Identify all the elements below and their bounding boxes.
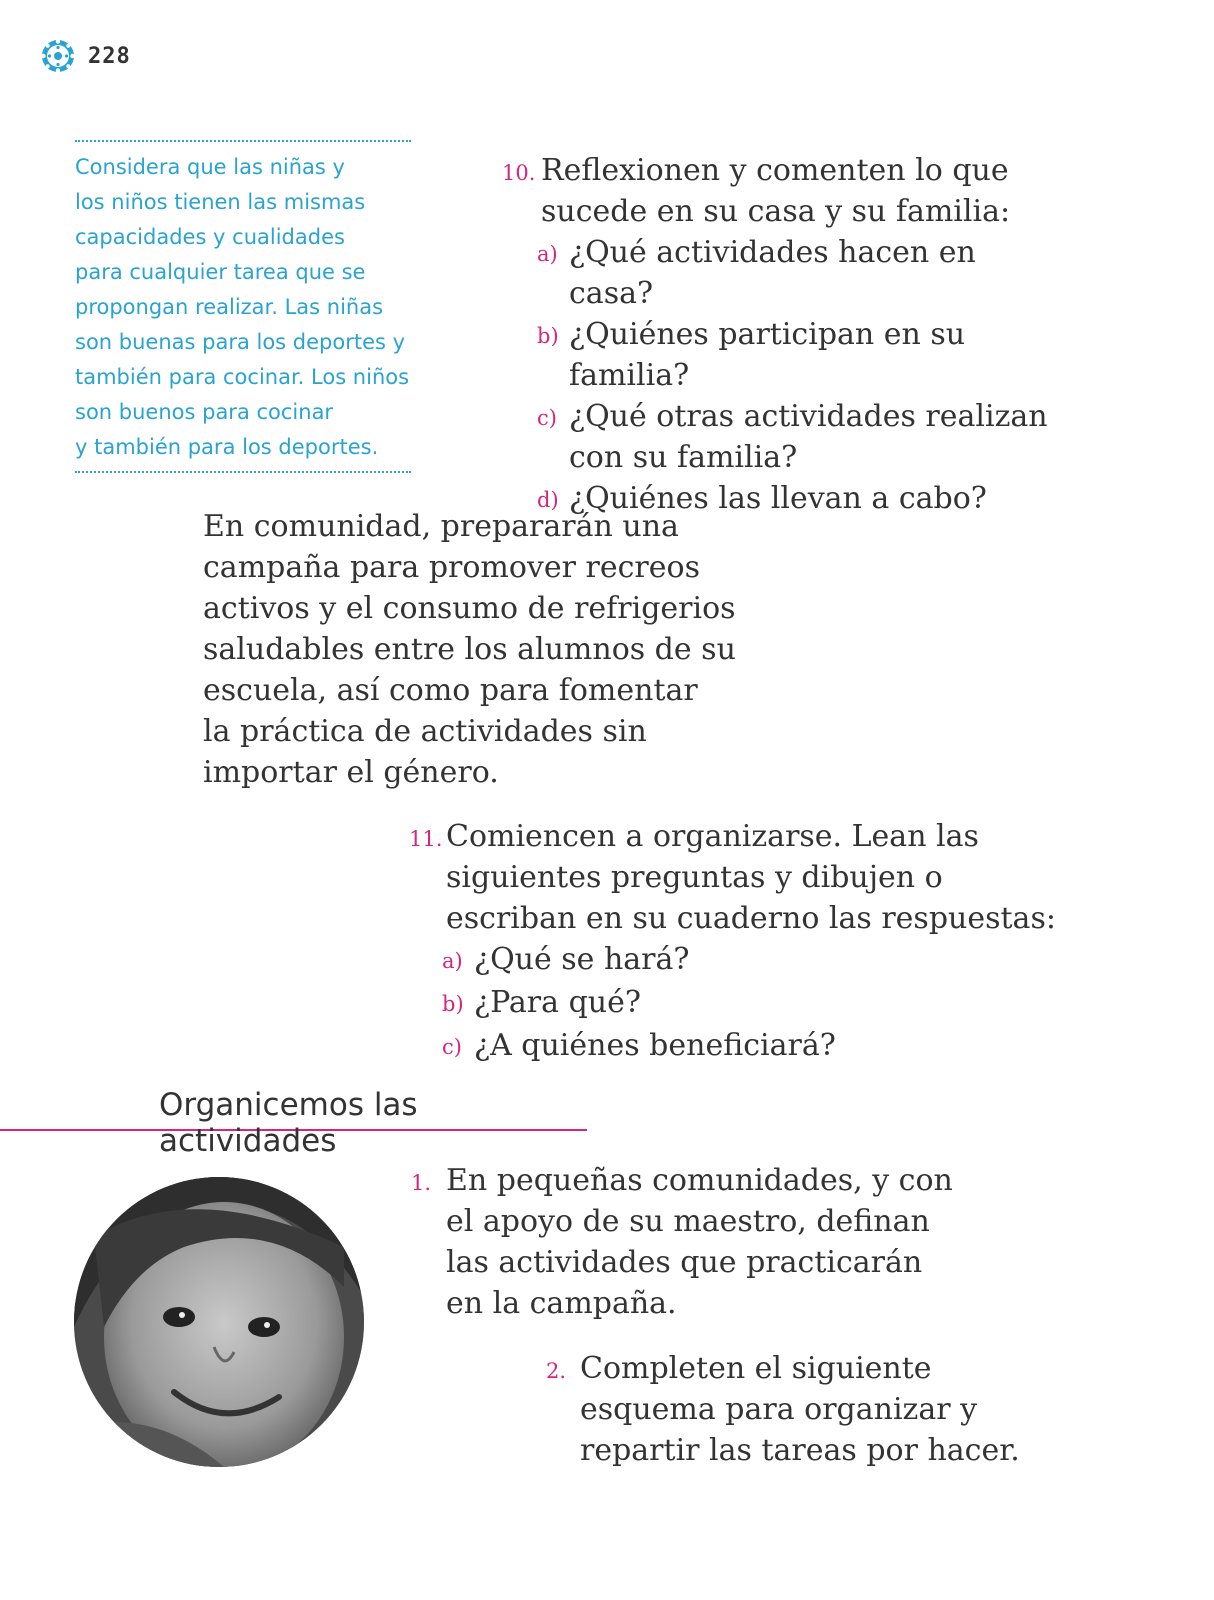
- prompt-line: Comiencen a organizarse. Lean las: [446, 819, 979, 854]
- step-1-text: [446, 1160, 953, 1324]
- activity-number: 11.: [409, 827, 443, 851]
- item-letter: c): [537, 406, 557, 430]
- list-item: [442, 1025, 1069, 1068]
- prompt-line: sucede en su casa y su familia:: [541, 194, 1011, 229]
- activity-10-prompt: [502, 150, 1062, 232]
- item-text: ¿Quiénes participan en su: [569, 317, 966, 352]
- item-text: ¿Qué otras actividades realizan: [569, 399, 1048, 434]
- activity-11-prompt: [409, 816, 1069, 939]
- item-letter: a): [442, 949, 463, 973]
- list-item: [537, 396, 1062, 478]
- activity-11-prompt-text: [446, 816, 1056, 939]
- item-letter: c): [442, 1035, 462, 1059]
- list-item: [537, 232, 1062, 314]
- step-1-row: [411, 1160, 971, 1324]
- activity-10-items: [537, 232, 1062, 521]
- sidebar-note: [75, 140, 411, 473]
- step-line: En pequeñas comunidades, y con: [446, 1163, 953, 1198]
- activity-10-prompt-text: [541, 150, 1010, 232]
- step-line: en la campaña.: [446, 1286, 677, 1321]
- section-heading: [0, 1085, 587, 1159]
- activity-number: 10.: [502, 161, 536, 185]
- item-text: con su familia?: [569, 440, 798, 475]
- item-text: ¿A quiénes beneficiará?: [474, 1028, 836, 1063]
- list-item: [442, 982, 1069, 1025]
- activity-10: [502, 150, 1062, 521]
- item-text: ¿Qué actividades hacen en casa?: [569, 235, 976, 311]
- sidebar-note-text: Considera que las niñas y los niños tienen las mismas capacidades y cualidades para cualquier tarea que se propongan realizar. Las niñas son buenas para los deportes y también para cocinar. Los niños son buenos para cocinar y también para los deportes.: [75, 155, 410, 459]
- list-item: [537, 314, 1062, 396]
- step-number: 1.: [411, 1171, 432, 1195]
- child-portrait-illustration: [74, 1177, 364, 1467]
- item-letter: b): [537, 324, 559, 348]
- section-title: Organicemos las actividades: [159, 1087, 418, 1159]
- step-line: las actividades que practicarán: [446, 1245, 923, 1280]
- item-letter: d): [537, 488, 559, 512]
- prompt-line: escriban en su cuaderno las respuestas:: [446, 901, 1056, 936]
- item-text: familia?: [569, 358, 690, 393]
- step-1: [411, 1160, 971, 1324]
- page-number: 228: [88, 43, 131, 69]
- step-2-row: [546, 1348, 1046, 1471]
- smiling-child-photo: [74, 1177, 364, 1467]
- item-letter: b): [442, 992, 464, 1016]
- step-number: 2.: [546, 1359, 567, 1383]
- step-line: Completen el siguiente: [580, 1351, 932, 1386]
- step-2-text: [580, 1348, 1020, 1471]
- prompt-line: siguientes preguntas y dibujen o: [446, 860, 943, 895]
- list-item: [442, 939, 1069, 982]
- page-header: [40, 38, 131, 74]
- step-2: [546, 1348, 1046, 1471]
- item-text: ¿Para qué?: [474, 985, 641, 1020]
- item-text: ¿Quiénes las llevan a cabo?: [569, 481, 987, 516]
- step-line: repartir las tareas por hacer.: [580, 1433, 1020, 1468]
- activity-11-items: [442, 939, 1069, 1068]
- step-line: esquema para organizar y: [580, 1392, 978, 1427]
- compass-seal-icon: [40, 38, 76, 74]
- step-line: el apoyo de su maestro, definan: [446, 1204, 930, 1239]
- item-letter: a): [537, 242, 558, 266]
- item-text: ¿Qué se hará?: [474, 942, 690, 977]
- prompt-line: Reflexionen y comenten lo que: [541, 153, 1009, 188]
- intro-paragraph: En comunidad, prepararán una campaña para promover recreos activos y el consumo de refrigerios saludables entre los alumnos de su escuela, así como para fomentar la práctica de actividades sin importar el género.: [203, 509, 736, 790]
- activity-11: [409, 816, 1069, 1068]
